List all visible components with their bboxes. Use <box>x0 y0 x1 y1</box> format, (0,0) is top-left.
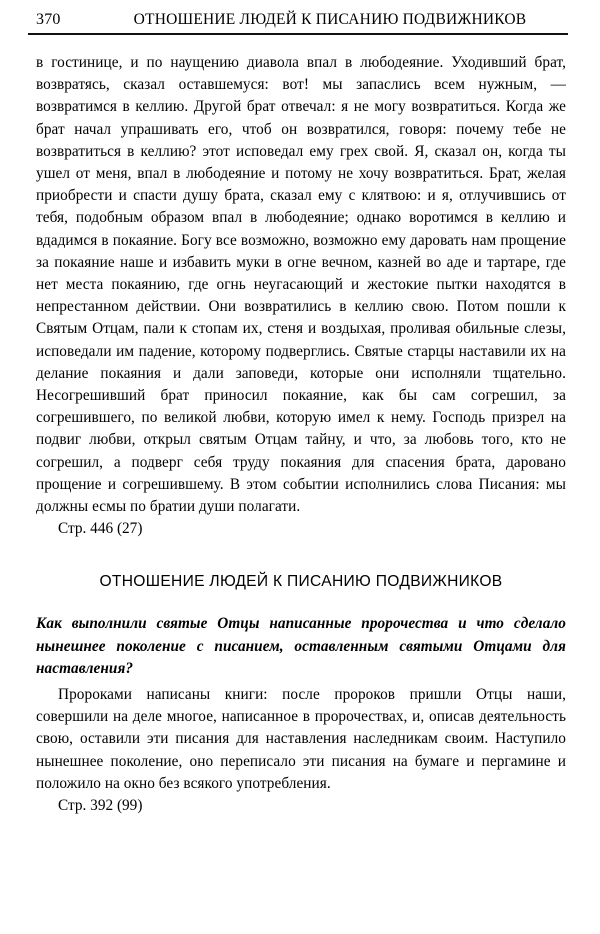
text-column <box>36 52 566 817</box>
source-reference-first: Стр. 446 (27) <box>58 520 143 538</box>
running-title: ОТНОШЕНИЕ ЛЮДЕЙ К ПИСАНИЮ ПОДВИЖНИКОВ <box>133 11 527 28</box>
spacer-before-section-title <box>36 540 566 572</box>
running-head <box>36 10 566 32</box>
section-title: ОТНОШЕНИЕ ЛЮДЕЙ К ПИСАНИЮ ПОДВИЖНИКОВ <box>99 573 503 591</box>
paragraph-continued: в гостинице, и по наущению диавола впал в любодеяние. Уходивший брат, возвратясь, сказал оставшемуся: вот! мы запаслись всем нужным, — возвратимся в келлию. Другой брат отвечал: я не могу возвратиться. Когда же брат начал упрашивать его, чтоб он возвратился, говоря: почему тебе не возвратиться в келлию? этот исповедал ему грех свой. Я, сказал он, когда ты ушел от меня, впал в любодеяние и потому не хочу возвратиться. Брат, желая приобрести и спасти душу брата, сказал ему с клятвою: и я, отлучившись от тебя, подобным образом впал в любодеяние; однако воротимся в келлию и вдадимся в покаяние. Богу все возможно, возможно ему даровать нам прощение за покаяние наше и избавить муки в огне вечном, казней во аде и тартаре, где нет места покаянию, где огнь неугасающий и жестокие пытки находятся в непрестанном действии. Они возвратились в келлию свою. Потом пошли к Святым Отцам, пали к стопам их, стеня и воздыхая, проливая обильные слезы, исповедали им падение, которому подверглись. Святые старцы наставили их на делание покаяния и дали заповеди, которые они исполняли тщательно. Несогрешивший брат приносил покаяние, как бы сам согрешил, за согрешившего, по великой любви, которую имел к нему. Господь призрел на подвиг любви, открыл святым Отцам тайну, и что, за любовь того, кто не согрешил, а подверг себя труду покаяния для спасения брата, даровано прощение и согрешившему. В этом событии исполнились слова Писания: мы должны есмы по братии души полагати. <box>36 54 566 516</box>
paragraph-answer: Пророками написаны книги: после пророков пришли Отцы наши, совершили на деле многое, написанное в пророчествах, и, описав деятельность свою, оставили эти писания для наставления наследникам своим. Наступило нынешнее поколение, оно переписало эти писания на бумаге и пергамине и положило на окно без всякого употребления. <box>36 686 566 792</box>
header-divider-rule <box>28 33 568 35</box>
question-heading: Как выполнили святые Отцы написанные пророчества и что сделало нынешнее поколение с писанием, оставленным святыми Отцами для наставления? <box>36 615 566 677</box>
page-number: 370 <box>36 11 61 28</box>
spacer-after-section-title <box>36 592 566 613</box>
source-reference-second: Стр. 392 (99) <box>58 797 143 815</box>
